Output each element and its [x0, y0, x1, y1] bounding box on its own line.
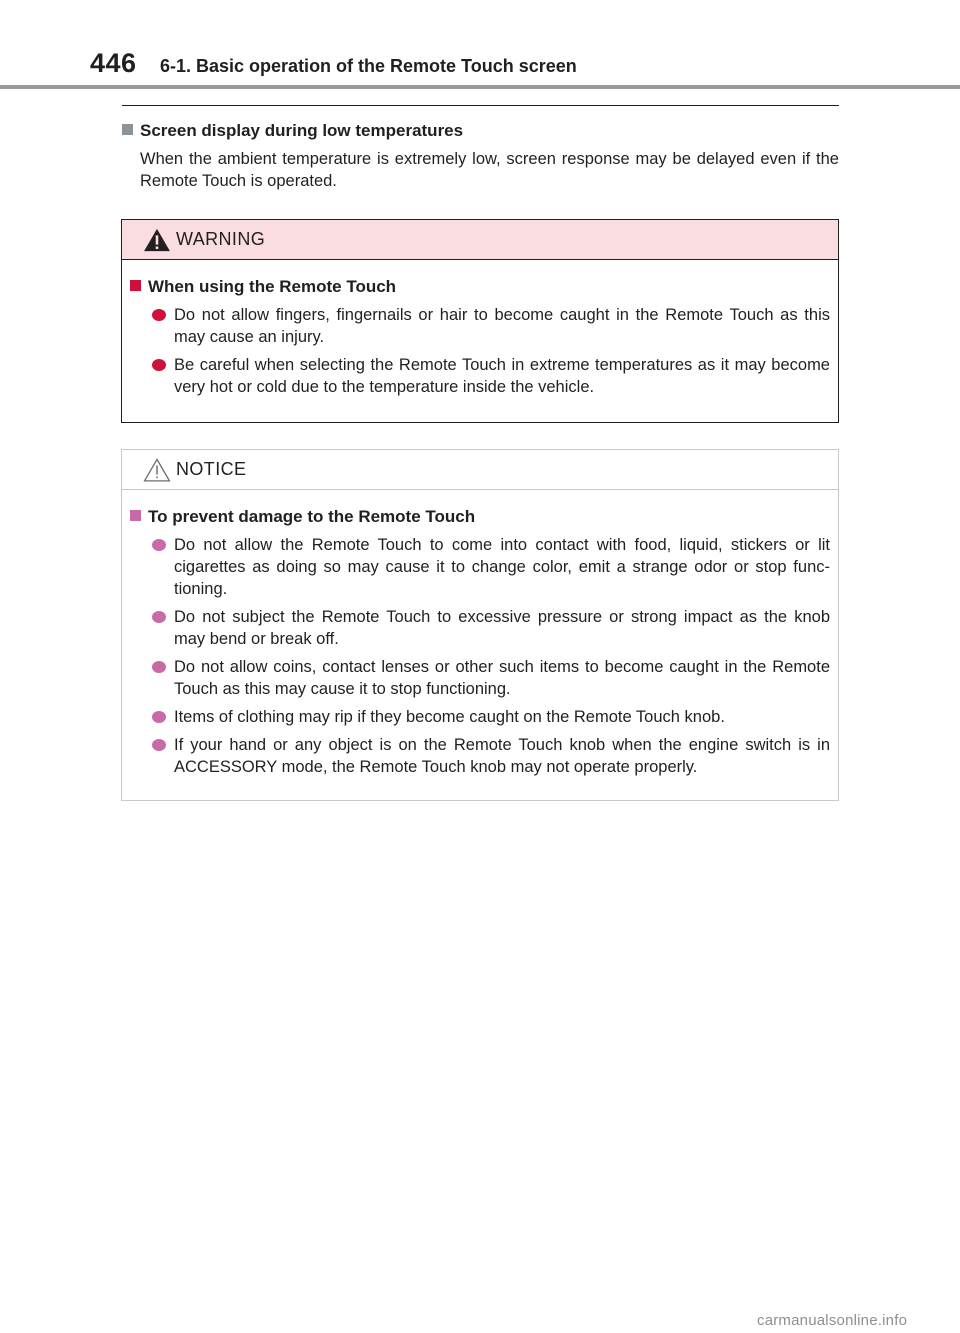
list-item — [152, 606, 830, 650]
notice-box — [121, 449, 839, 801]
notice-body — [122, 490, 838, 796]
page-header — [0, 0, 960, 92]
list-item-text: Be careful when selecting the Remote Touch in extreme temperatures as it may become very hot or cold due to the temperature inside the vehicle. — [174, 356, 830, 396]
bullet-icon — [152, 539, 166, 551]
intro-heading — [122, 120, 839, 142]
page-number: 446 — [90, 48, 137, 78]
notice-heading-text: To prevent damage to the Remote Touch — [148, 507, 476, 526]
section-title: 6-1. Basic operation of the Remote Touch screen — [160, 56, 577, 76]
list-item — [152, 706, 830, 728]
heading-square-icon — [130, 510, 141, 521]
list-item-text: If your hand or any object is on the Remote Touch knob when the engine switch is in ACCESSORY mode, the Remote Touch knob may not operate properly. — [174, 736, 830, 776]
watermark: carmanualsonline.info — [757, 1312, 908, 1329]
bullet-icon — [152, 739, 166, 751]
content-rule — [122, 105, 839, 106]
warning-heading-text: When using the Remote Touch — [148, 277, 397, 296]
list-item — [152, 656, 830, 700]
bullet-icon — [152, 711, 166, 723]
notice-heading — [130, 506, 830, 528]
notice-header — [122, 450, 838, 490]
warning-header — [122, 220, 838, 260]
bullet-icon — [152, 611, 166, 623]
bullet-icon — [152, 359, 166, 371]
bullet-icon — [152, 309, 166, 321]
intro-body: When the ambient temperature is extremely low, screen response may be delayed even if the Remote Touch is operated. — [140, 150, 839, 190]
list-item — [152, 354, 830, 398]
notice-triangle-icon — [142, 458, 172, 482]
list-item — [152, 534, 830, 600]
list-item-text: Do not subject the Remote Touch to excessive pressure or strong impact as the knob may bend or break off. — [174, 608, 830, 648]
list-item-text: Do not allow the Remote Touch to come into contact with food, liquid, stickers or lit cigarettes as doing so may cause it to change color, emit a strange odor or stop func-tioning. — [174, 536, 830, 598]
intro-heading-text: Screen display during low temperatures — [140, 121, 464, 140]
warning-body — [122, 260, 838, 416]
notice-label: NOTICE — [176, 459, 247, 479]
bullet-icon — [152, 661, 166, 673]
warning-label: WARNING — [176, 229, 266, 249]
heading-square-icon — [130, 280, 141, 291]
list-item-text: Do not allow coins, contact lenses or other such items to become caught in the Remote Touch as this may cause it to stop functioning. — [174, 658, 830, 698]
list-item — [152, 734, 830, 778]
list-item-text: Do not allow fingers, fingernails or hair to become caught in the Remote Touch as this may cause an injury. — [174, 306, 830, 346]
list-item — [152, 304, 830, 348]
header-rule — [0, 85, 960, 89]
warning-box — [121, 219, 839, 423]
heading-square-icon — [122, 124, 133, 135]
warning-heading — [130, 276, 830, 298]
list-item-text: Items of clothing may rip if they become caught on the Remote Touch knob. — [174, 708, 725, 726]
warning-triangle-icon — [142, 228, 172, 252]
intro-section — [122, 120, 839, 192]
